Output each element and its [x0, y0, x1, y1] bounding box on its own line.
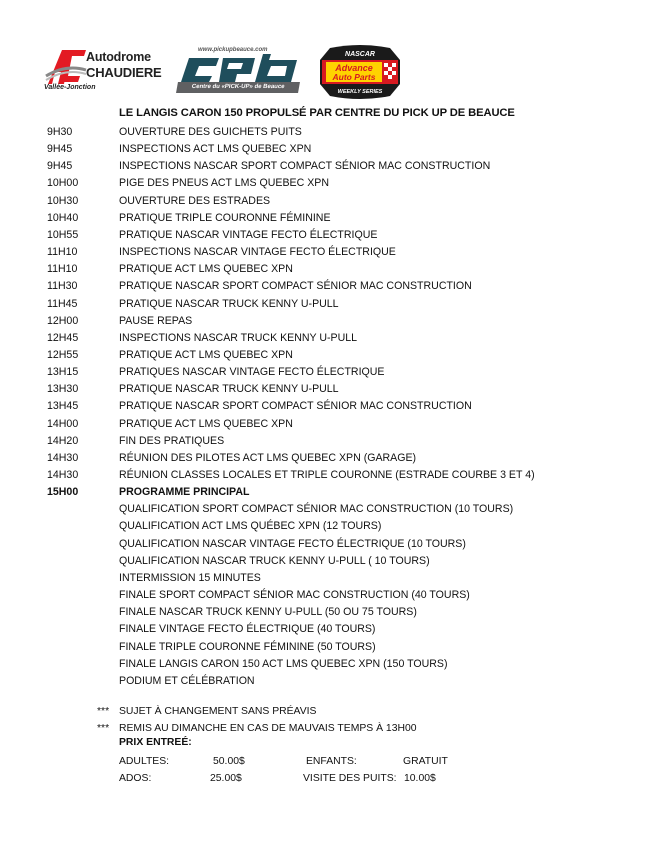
schedule-event: FINALE SPORT COMPACT SÉNIOR MAC CONSTRUCTION (40 TOURS) — [119, 589, 470, 602]
schedule-event: RÉUNION CLASSES LOCALES ET TRIPLE COURONNE (ESTRADE COURBE 3 ET 4) — [119, 469, 535, 481]
schedule-event: RÉUNION DES PILOTES ACT LMS QUEBEC XPN (GARAGE) — [119, 451, 417, 464]
price-label-children: ENFANTS: — [306, 756, 357, 767]
schedule-event: INSPECTIONS ACT LMS QUEBEC XPN — [119, 143, 312, 156]
schedule-event: PRATIQUE ACT LMS QUEBEC XPN — [119, 417, 293, 430]
note-item — [97, 720, 417, 737]
note-marker: *** — [97, 723, 110, 734]
schedule-time: 13H15 — [47, 366, 79, 379]
svg-text:WEEKLY SERIES: WEEKLY SERIES — [337, 89, 383, 95]
schedule-event: FINALE LANGIS CARON 150 ACT LMS QUEBEC XPN (150 TOURS) — [119, 657, 448, 670]
schedule-time: 14H30 — [47, 451, 79, 464]
note-text: REMIS AU DIMANCHE EN CAS DE MAUVAIS TEMPS À 13H00 — [119, 723, 417, 734]
schedule-time: 11H45 — [47, 297, 78, 310]
price-value-pit-visit: 10.00$ — [404, 773, 436, 784]
schedule-event: QUALIFICATION SPORT COMPACT SÉNIOR MAC CONSTRUCTION (10 TOURS) — [119, 503, 514, 516]
cpb-tagline: Centre du «PICK-UP» de Beauce — [176, 82, 300, 93]
schedule-time: 14H20 — [47, 434, 79, 447]
schedule-time: 9H45 — [47, 143, 73, 156]
schedule-time: 14H00 — [47, 417, 79, 430]
cpb-url: www.pickupbeauce.com — [198, 47, 268, 53]
page-title: LE LANGIS CARON 150 PROPULSÉ PAR CENTRE DU PICK UP DE BEAUCE — [119, 107, 515, 119]
schedule-event: PRATIQUE NASCAR VINTAGE FECTO ÉLECTRIQUE — [119, 228, 378, 241]
schedule-event: PODIUM ET CÉLÉBRATION — [119, 674, 255, 687]
ac-line2: CHAUDIERE — [86, 65, 162, 80]
schedule-event: QUALIFICATION NASCAR TRUCK KENNY U-PULL ( 10 TOURS) — [119, 554, 430, 567]
schedule-event: OUVERTURE DES GUICHETS PUITS — [119, 126, 302, 138]
price-value-adults: 50.00$ — [213, 756, 245, 767]
schedule-time: 9H30 — [47, 126, 73, 138]
schedule-event: QUALIFICATION ACT LMS QUÉBEC XPN (12 TOURS) — [119, 520, 382, 533]
schedule-time: 11H30 — [47, 280, 78, 293]
schedule-time: 10H40 — [47, 211, 79, 224]
price-value-teens: 25.00$ — [210, 773, 242, 784]
svg-text:NASCAR: NASCAR — [345, 51, 375, 58]
schedule-time: 12H45 — [47, 331, 79, 344]
schedule-time: 13H45 — [47, 400, 79, 413]
nascar-badge-icon — [316, 44, 404, 100]
ac-emblem-icon — [44, 46, 88, 88]
schedule-event: INSPECTIONS NASCAR SPORT COMPACT SÉNIOR MAC CONSTRUCTION — [119, 160, 491, 173]
ac-line1: Autodrome — [86, 50, 151, 64]
prices-title: PRIX ENTREÉ: — [119, 737, 192, 748]
schedule-event: PROGRAMME PRINCIPAL — [119, 486, 250, 499]
schedule-event: INTERMISSION 15 MINUTES — [119, 571, 261, 584]
price-label-pit-visit: VISITE DES PUITS: — [303, 773, 397, 784]
schedule-event: QUALIFICATION NASCAR VINTAGE FECTO ÉLECTRIQUE (10 TOURS) — [119, 537, 466, 550]
schedule-event: PRATIQUE ACT LMS QUEBEC XPN — [119, 348, 293, 361]
schedule-event: PAUSE REPAS — [119, 314, 193, 327]
schedule-event: FINALE NASCAR TRUCK KENNY U-PULL (50 OU 75 TOURS) — [119, 606, 417, 619]
note-text: SUJET À CHANGEMENT SANS PRÉAVIS — [119, 706, 317, 717]
schedule-event: PRATIQUE TRIPLE COURONNE FÉMININE — [119, 211, 331, 224]
schedule-event: INSPECTIONS NASCAR TRUCK KENNY U-PULL — [119, 331, 358, 344]
schedule-time: 14H30 — [47, 469, 79, 481]
schedule-event: FINALE VINTAGE FECTO ÉLECTRIQUE (40 TOURS) — [119, 623, 376, 636]
schedule-event: PIGE DES PNEUS ACT LMS QUEBEC XPN — [119, 177, 329, 190]
nascar-advance-auto-parts-logo — [316, 44, 404, 100]
note-item — [97, 703, 316, 720]
schedule-time: 13H30 — [47, 383, 79, 396]
schedule-event: PRATIQUE NASCAR TRUCK KENNY U-PULL — [119, 297, 339, 310]
price-label-adults: ADULTES: — [119, 756, 170, 767]
svg-text:Advance: Advance — [335, 63, 373, 73]
schedule-time: 15H00 — [47, 486, 79, 499]
schedule-time: 9H45 — [47, 160, 73, 173]
schedule-event: PRATIQUE NASCAR TRUCK KENNY U-PULL — [119, 383, 339, 396]
schedule-event: PRATIQUES NASCAR VINTAGE FECTO ÉLECTRIQUE — [119, 366, 385, 379]
schedule-time: 12H00 — [47, 314, 79, 327]
svg-text:Auto Parts: Auto Parts — [332, 72, 376, 82]
schedule-event: PRATIQUE NASCAR SPORT COMPACT SÉNIOR MAC CONSTRUCTION — [119, 280, 472, 293]
schedule-time: 10H55 — [47, 228, 79, 241]
cpb-letters-icon — [175, 54, 303, 84]
schedule-event: OUVERTURE DES ESTRADES — [119, 194, 271, 207]
price-label-teens: ADOS: — [119, 773, 152, 784]
schedule-event: INSPECTIONS NASCAR VINTAGE FECTO ÉLECTRIQUE — [119, 246, 396, 259]
schedule-time: 11H10 — [47, 246, 78, 259]
schedule-event: FIN DES PRATIQUES — [119, 434, 225, 447]
ac-subtitle: Vallée-Jonction — [44, 84, 96, 91]
schedule-event: FINALE TRIPLE COURONNE FÉMININE (50 TOURS) — [119, 640, 376, 653]
price-value-children: GRATUIT — [403, 756, 448, 767]
note-marker: *** — [97, 706, 110, 717]
schedule-time: 11H10 — [47, 263, 78, 276]
schedule-event: PRATIQUE ACT LMS QUEBEC XPN — [119, 263, 293, 276]
schedule-time: 12H55 — [47, 348, 79, 361]
cpb-logo — [175, 44, 303, 100]
autodrome-chaudiere-logo — [44, 44, 162, 100]
schedule-event: PRATIQUE NASCAR SPORT COMPACT SÉNIOR MAC CONSTRUCTION — [119, 400, 472, 413]
schedule-time: 10H30 — [47, 194, 79, 207]
schedule-time: 10H00 — [47, 177, 79, 190]
